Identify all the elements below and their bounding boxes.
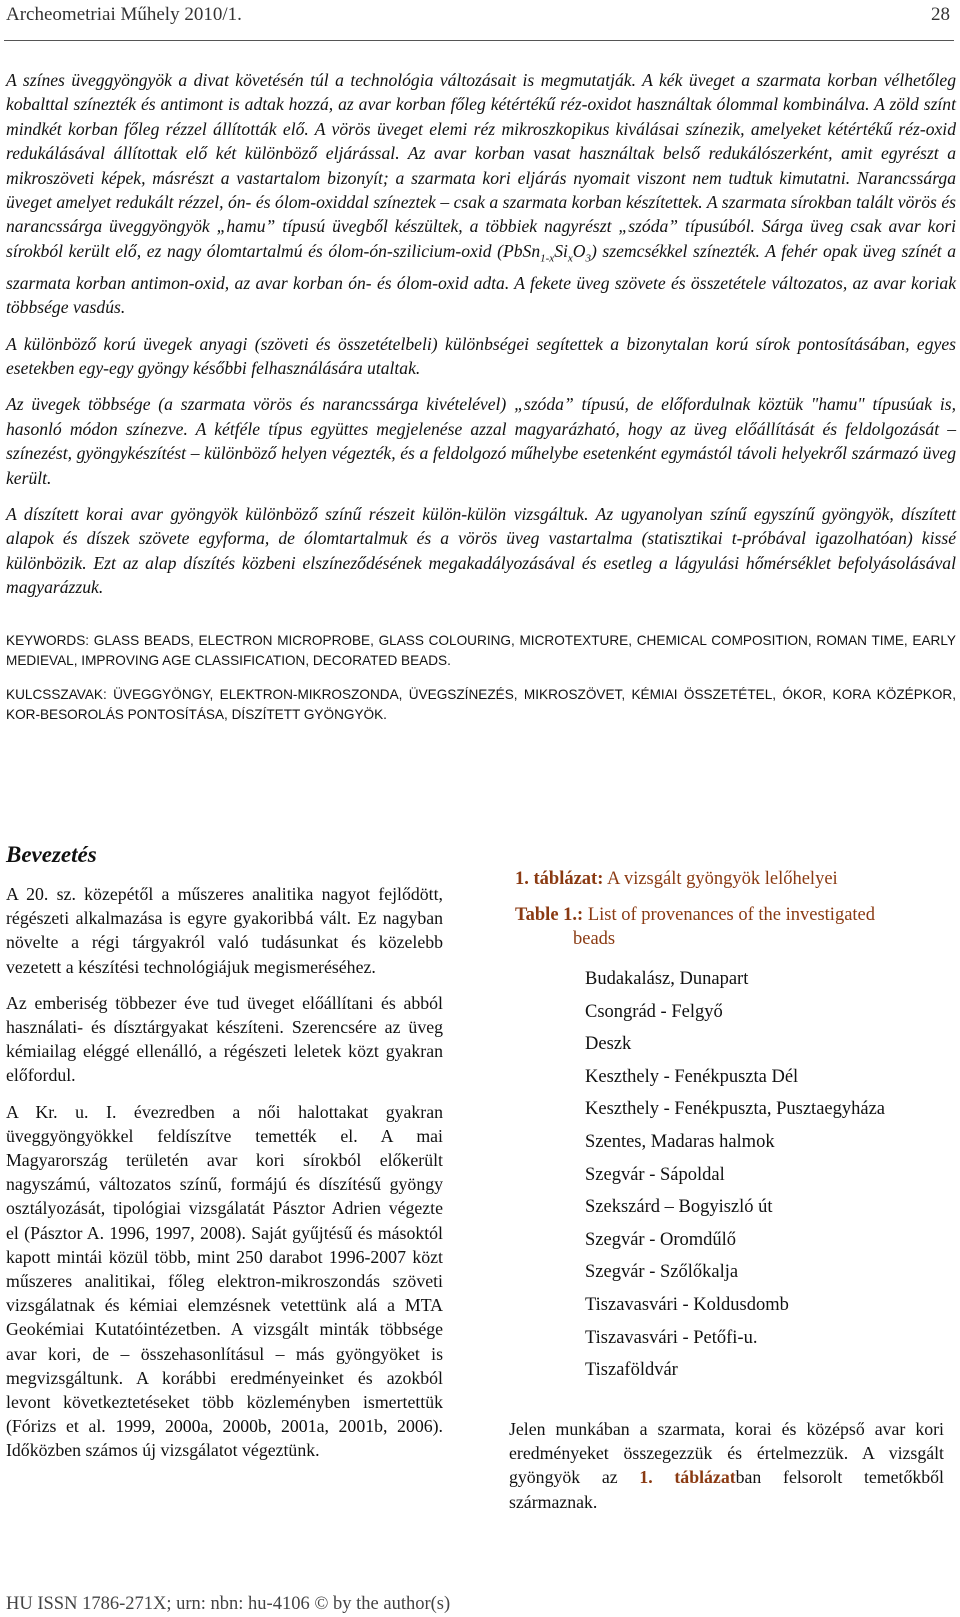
abstract-paragraph-3: Az üvegek többsége (a szarmata vörös és narancssárga kivételével) „szóda” típusú, de előfordulnak köztük "hamu" típusúak is, hasonló módon színezve. A kétféle típus együttes megjelenése azzal magyarázható, hogy az üveg előállítását és feldolgozását – színezést, gyöngykészítést – különböző helyen végezték, és a feldolgozó műhelybe esetenként egymástól távoli helyekről származó üveg került. <box>6 394 956 488</box>
table-caption-en <box>515 903 935 951</box>
site-item: Tiszavasvári - Koldusdomb <box>585 1294 789 1315</box>
keywords: KEYWORDS: GLASS BEADS, ELECTRON MICROPROBE, GLASS COLOURING, MICROTEXTURE, CHEMICAL COMPOSITION, ROMAN TIME, EARLY MEDIEVAL, IMPROVING AGE CLASSIFICATION, DECORATED BEADS. <box>6 633 956 668</box>
site-item: Tiszaföldvár <box>585 1360 678 1381</box>
abstract-p1-text-b: Si <box>554 240 568 261</box>
site-item: Budakalász, Dunapart <box>585 969 749 989</box>
section-title: Bevezetés <box>6 842 97 867</box>
kulcsszavak: KULCSSZAVAK: ÜVEGGYÖNGY, ELEKTRON-MIKROSZONDA, ÜVEGSZÍNEZÉS, MIKROSZÖVET, KÉMIAI ÖSSZETÉTEL, ÓKOR, KORA KÖZÉPKOR, KOR-BESOROLÁS PONTOSÍTÁSA, DÍSZÍTETT GYÖNGYÖK. <box>6 687 956 722</box>
site-item: Keszthely - Fenékpuszta, Pusztaegyháza <box>585 1099 886 1120</box>
intro-paragraph-1: A 20. sz. közepétől a műszeres analitika nagyot fejlődött, régészeti alkalmazása is egyre gyakoribbá vált. Ez nagyban növelte a régi tárgyakról való tudásunkat és közelebb vezetett a készítési technológiájuk megismeréséhez. <box>6 884 443 977</box>
abstract-paragraph-2: A különböző korú üvegek anyagi (szöveti és összetételbeli) különbségei segítettek a bizonytalan korú sírok pontosításában, egyes esetekben egy-egy gyöngy későbbi felhasználására utaltak. <box>6 333 956 378</box>
table-reference-link[interactable]: 1. táblázat <box>639 1467 736 1488</box>
site-item: Szekszárd – Bogyiszló út <box>585 1197 773 1218</box>
jelen-text-a: Jelen munkában a szarmata, korai és középső avar kori eredményeket összegezzük és értelmezzük. A vizsgált gyöngyök az <box>509 1419 944 1488</box>
site-item: Szentes, Madaras halmok <box>585 1131 775 1152</box>
footer-issn: HU ISSN 1786-271X; urn: nbn: hu-4106 © by the author(s) <box>6 1594 451 1614</box>
table-caption-hu <box>515 867 838 891</box>
table-label-en: Table 1.: <box>515 905 584 925</box>
abstract-p1-sub-3: 3 <box>585 252 591 265</box>
abstract-paragraph-1 <box>6 68 956 320</box>
abstract-p1-text-a: A színes üveggyöngyök a divat követésén túl a technológia változásait is megmutatják. A kék üveget a szarmata korban vélhetőleg kobalttal színezték és antimont is adtak hozzá, az avar korban főleg kétértékű réz-oxidot használtak ólommal kombinálva. A zöld színt mindkét korban főleg rézzel állították elő. A vörös üveget elemi réz mikroszkopikus kiválásai színezik, amelyeket kétértékű réz-oxid redukálásával állítottak elő két különböző eljárással. Az avar korban vasat használtak belső redukálószerként, amit egyrészt a mikroszöveti képek, másrészt a vastartalom bizonyít; a szarmata kori eljárás nyomait viszont nem tudtuk kimutatni. Narancssárga üveget amelyet redukált rézzel, ón- és ólom-oxiddal színeztek – csak a szarmata korban készítettek. A szarmata sírokban talált vörös és narancssárga üveggyöngyök „hamu” típusú üvegből készültek, a többiek nagyrészt „szóda” típusúból. Sárga üveg csak avar kori sírokból került elő, ez nagy ólomtartalmú és ólom-ón-szilicium-oxid (PbSn <box>6 70 956 261</box>
site-list <box>585 963 885 1387</box>
header-rule <box>4 40 954 41</box>
abstract <box>6 68 956 612</box>
abstract-p1-sub-1: 1-x <box>540 252 555 265</box>
table-label-hu: 1. táblázat: <box>515 869 604 889</box>
abstract-paragraph-4: A díszített korai avar gyöngyök különböző színű részeit külön-külön vizsgáltuk. Az ugyanolyan színű egyszínű gyöngyök, díszített alapok és díszek szövete egyforma, de ólomtartalmuk és a vörös üveg vastartalma (statisztikai t-próbával igazolhatóan) kissé különbözik. Ezt az alap díszítés közbeni elszíneződésének megakadályozásával és esetleg a lágyulási hőmérséklet befolyásolásával magyarázzuk. <box>6 504 956 598</box>
site-item: Szegvár - Szőlőkalja <box>585 1262 739 1283</box>
site-item: Szegvár - Oromdűlő <box>585 1229 737 1250</box>
abstract-p1-text-d: ) szemcsékkel színezték. A fehér opak üveg színét a szarmata korban antimon-oxid, az avar korban ón- és ólom-oxid adta. A fekete üveg szövete és összetétele változatos, az avar koriak többsége vasdús. <box>6 240 956 318</box>
table-caption-en-text-2: beads <box>573 929 616 949</box>
site-item: Deszk <box>585 1034 632 1055</box>
abstract-p1-text-c: O <box>572 240 586 261</box>
journal-header: Archeometriai Műhely 2010/1. <box>6 4 242 25</box>
jelen-paragraph <box>509 1417 944 1514</box>
jelen-text-b: ban felsorolt temetőkből származnak. <box>509 1467 944 1512</box>
abstract-p1-sub-2: x <box>567 252 573 265</box>
intro-column <box>6 882 443 1475</box>
table-caption-hu-text: A vizsgált gyöngyök lelőhelyei <box>603 869 838 889</box>
site-item: Tiszavasvári - Petőfi-u. <box>585 1327 758 1348</box>
site-item: Csongrád - Felgyő <box>585 1001 723 1022</box>
intro-paragraph-3: A Kr. u. I. évezredben a női halottakat gyakran üveggyöngyökkel feldíszítve temették el. A mai Magyarország területén avar kori sírokból előkerült nagyszámú, változatos színű, formájú és díszítésű gyöngy osztályozását, tipológiai vizsgálatát Pásztor Adrien végezte el (Pásztor A. 1996, 1997, 2008). Saját gyűjtésű és másoktól kapott mintái közül több, mint 250 darabot 1996-2007 közt műszeres analitikai, főleg elektron-mikroszondás szöveti vizsgálatnak és kémiai elemzésnek vetettünk alá a MTA Geokémiai Kutatóintézetben. A vizsgált minták többsége avar kori, de – összehasonlításul – más gyöngyöket is megvizsgáltunk. A korábbi eredményeinket és azokból levont következtetéseket több közleményben ismertettük (Fórizs et al. 1999, 2000a, 2000b, 2001a, 2001b, 2006). Időközben számos új vizsgálatot végeztünk. <box>6 1101 443 1461</box>
page-number: 28 <box>931 4 950 25</box>
site-item: Keszthely - Fenékpuszta Dél <box>585 1066 799 1087</box>
site-item: Szegvár - Sápoldal <box>585 1164 725 1185</box>
table-caption-en-text-1: List of provenances of the investigated <box>583 905 876 925</box>
intro-paragraph-2: Az emberiség többezer éve tud üveget előállítani és abból használati- és dísztárgyakat készíteni. Szerencsére az üveg kémiailag eléggé ellenálló, a régészeti leletek közt gyakran előfordul. <box>6 992 443 1086</box>
